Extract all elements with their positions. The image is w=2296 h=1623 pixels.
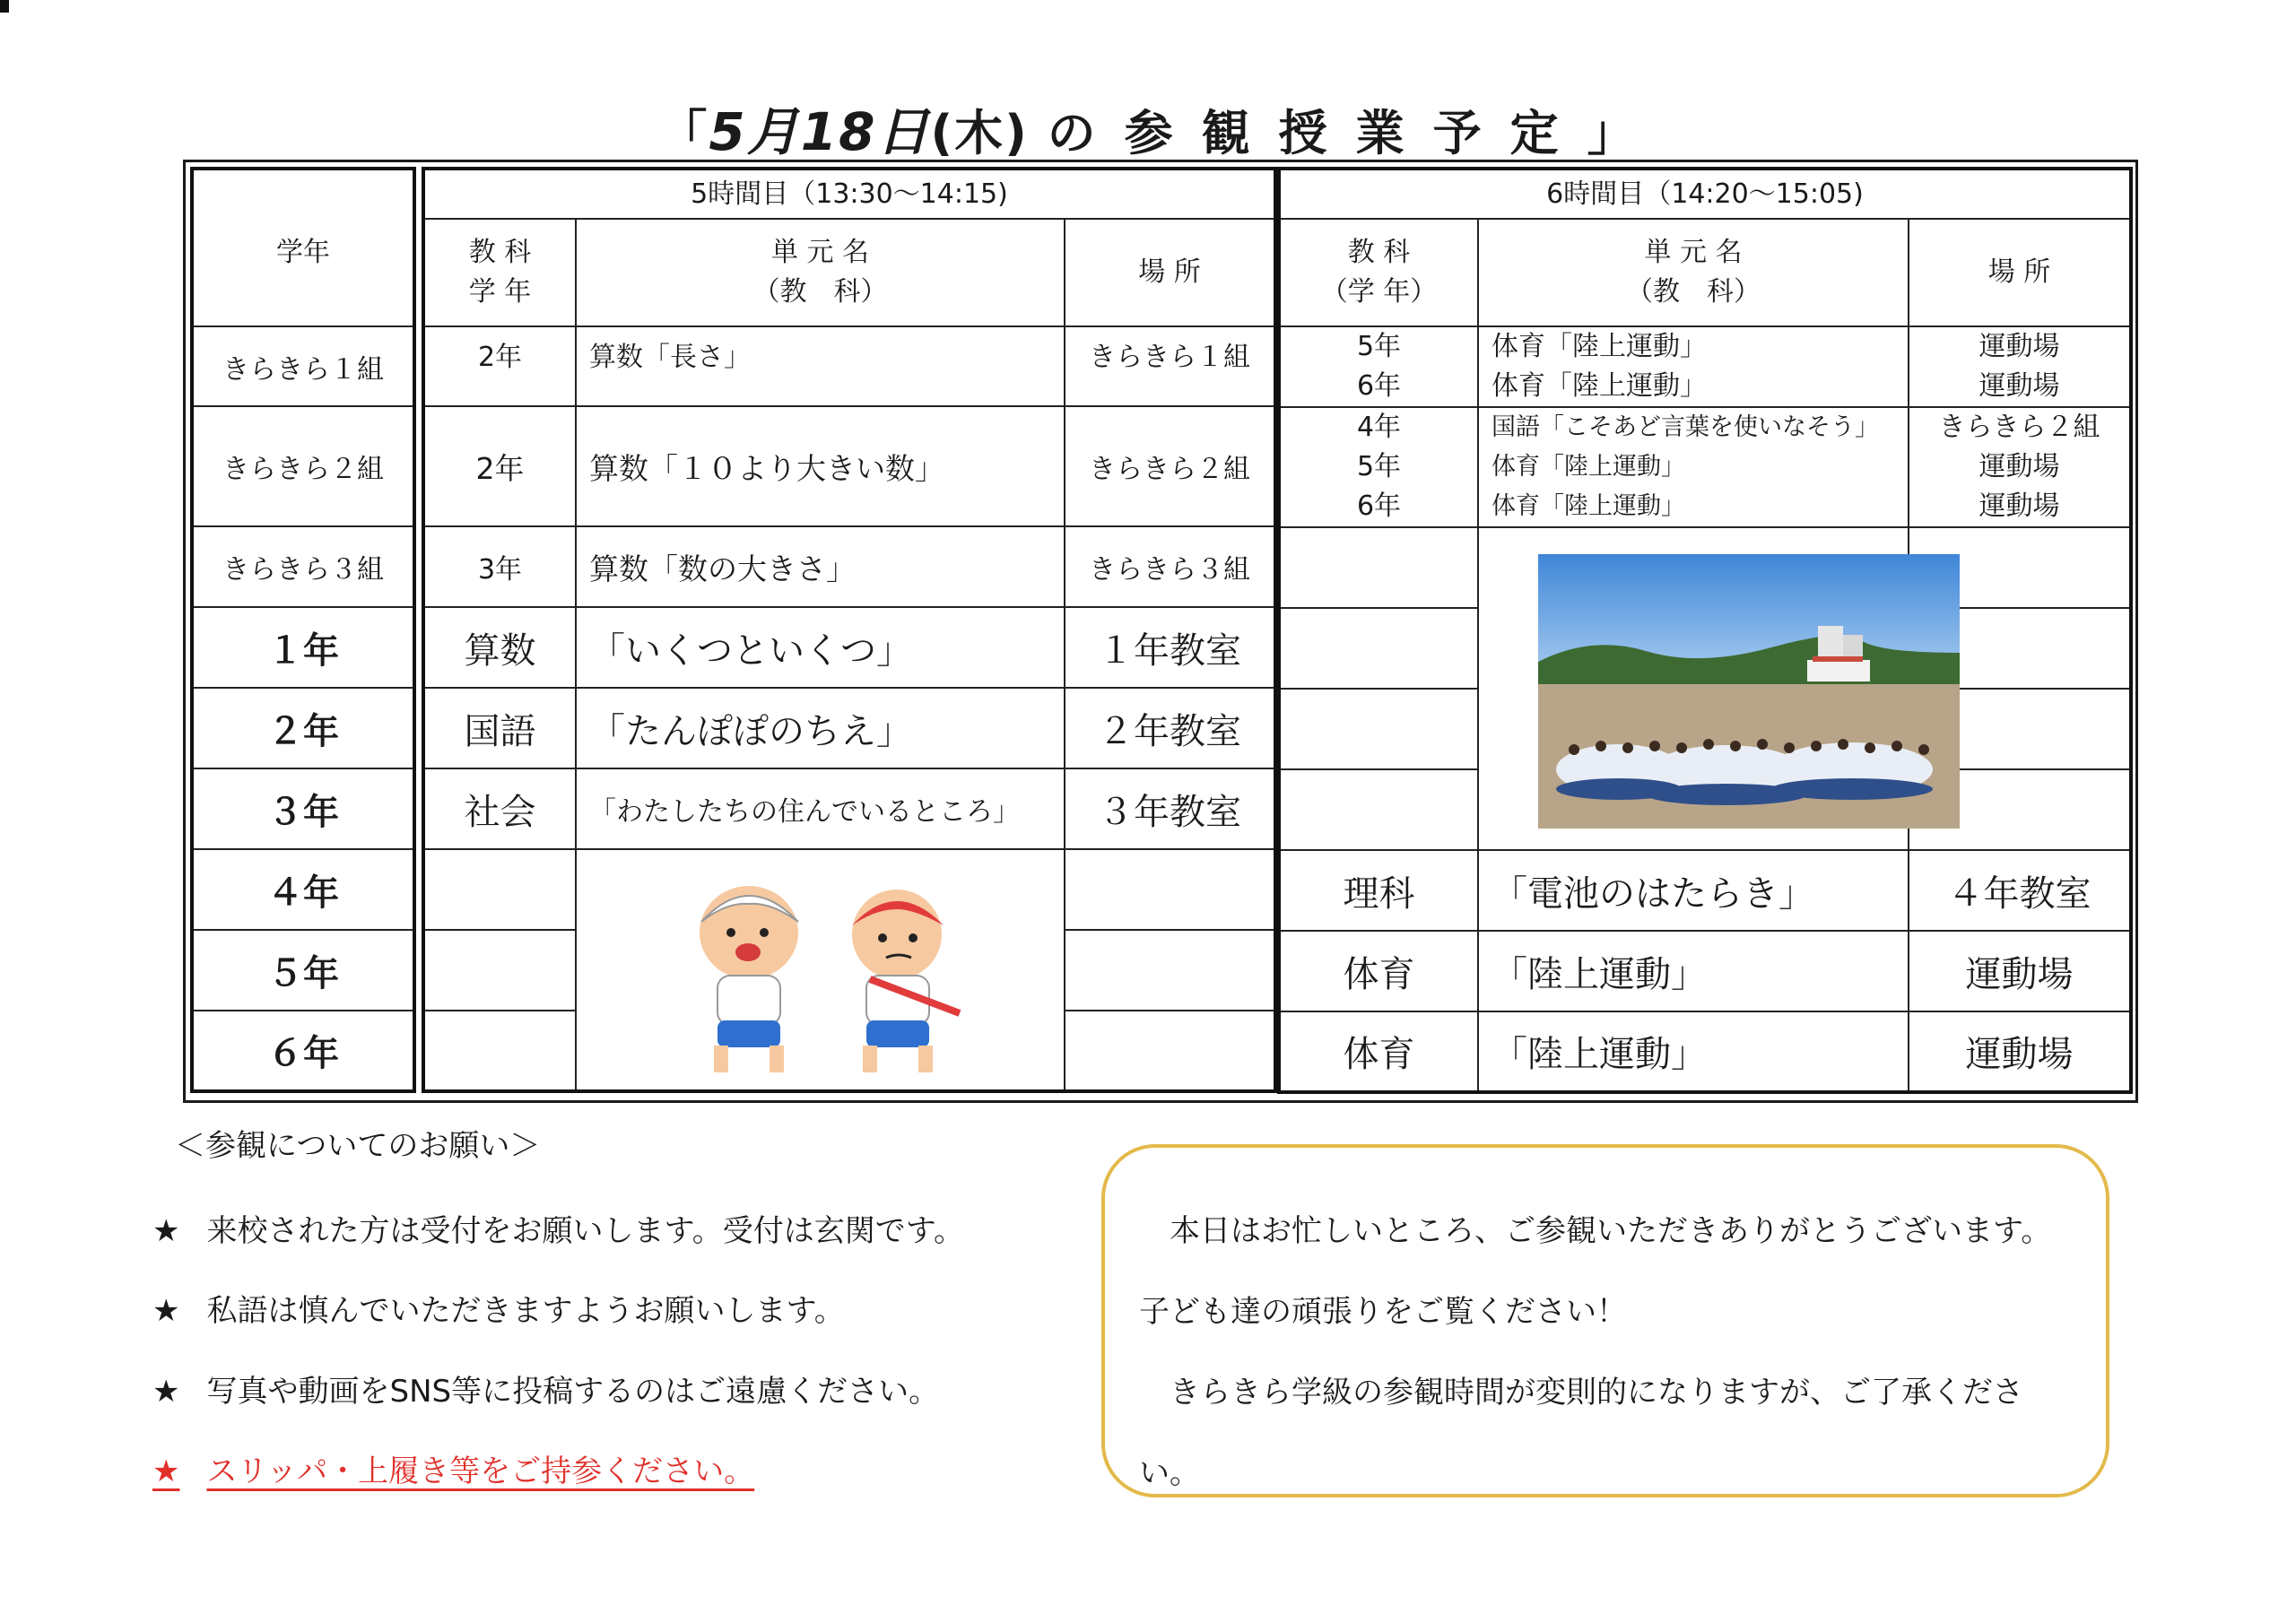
p6-subject-cell: 4年 5年 6年 bbox=[1279, 407, 1478, 527]
sports-field-photo bbox=[1538, 554, 1960, 829]
p6-place-cell: 運動場 bbox=[1909, 1011, 2131, 1092]
p5-unit-cell: 算数「１０より大きい数」 bbox=[576, 406, 1065, 526]
grade-kirakira1: きらきら１組 bbox=[192, 326, 414, 406]
p5-unit-cell: 算数「数の大きさ」 bbox=[576, 526, 1065, 607]
p5-subject-cell: 2年 bbox=[423, 406, 576, 526]
p6-unit-cell: 「陸上運動」 bbox=[1478, 1011, 1909, 1092]
period6-title: 6時間目（14:20～15:05) bbox=[1279, 169, 2131, 219]
star-icon: ★ bbox=[152, 1374, 180, 1410]
p5-unit-cell: 「いくつといくつ」 bbox=[576, 607, 1065, 688]
grade-kirakira2: きらきら２組 bbox=[192, 406, 414, 526]
p6-unit-cell: 国語「こそあど言葉を使いなそう」 体育「陸上運動」 体育「陸上運動」 bbox=[1478, 407, 1909, 527]
notice-item: ★ 来校された方は受付をお願いします。受付は玄関です。 bbox=[152, 1213, 965, 1249]
p6-subject-cell: 体育 bbox=[1279, 931, 1478, 1011]
grade-6: ６年 bbox=[192, 1011, 414, 1091]
p6-place-cell: 運動場 運動場 bbox=[1909, 326, 2131, 407]
p6-subject-cell: 5年 6年 bbox=[1279, 326, 1478, 407]
notice-item: ★ 写真や動画をSNS等に投稿するのはご遠慮ください。 bbox=[152, 1374, 940, 1410]
p5-place-cell: きらきら１組 bbox=[1065, 326, 1275, 406]
notice-item-highlight: ★ スリッパ・上履き等をご持参ください。 bbox=[152, 1454, 755, 1489]
p5-unit-cell: 算数「長さ」 bbox=[576, 326, 1065, 406]
message-line: い。 bbox=[1139, 1455, 1200, 1491]
p5-place-cell: １年教室 bbox=[1065, 607, 1275, 688]
grade-column bbox=[190, 167, 416, 1093]
p6-place-cell: きらきら２組 運動場 運動場 bbox=[1909, 407, 2131, 527]
title-text: の参観授業予定 bbox=[1047, 105, 1587, 161]
p5-place-cell: ３年教室 bbox=[1065, 768, 1275, 849]
message-line: 子ども達の頑張りをご覧ください！ bbox=[1139, 1294, 1627, 1330]
notice-title: ＜参観についてのお願い＞ bbox=[175, 1128, 541, 1164]
grade-1: １年 bbox=[192, 607, 414, 688]
star-icon: ★ bbox=[152, 1454, 180, 1489]
scan-corner-mark bbox=[0, 0, 9, 13]
p6-subject-cell: 理科 bbox=[1279, 850, 1478, 931]
p5-place-cell: ２年教室 bbox=[1065, 688, 1275, 768]
p5-place-cell: きらきら３組 bbox=[1065, 526, 1275, 607]
p5-place-cell: きらきら２組 bbox=[1065, 406, 1275, 526]
p6-place-cell: ４年教室 bbox=[1909, 850, 2131, 931]
star-icon: ★ bbox=[152, 1213, 180, 1249]
message-line: 本日はお忙しいところ、ご参観いただきありがとうございます。 bbox=[1170, 1213, 2052, 1249]
title-date: 5月18日 bbox=[709, 101, 931, 162]
period5-title: 5時間目（13:30～14:15) bbox=[423, 169, 1275, 219]
grade-kirakira3: きらきら３組 bbox=[192, 526, 414, 607]
p6-subject-header: 教 科 （学 年） bbox=[1279, 219, 1478, 326]
p5-subject-cell: 社会 bbox=[423, 768, 576, 849]
p5-unit-cell: 「たんぽぽのちえ」 bbox=[576, 688, 1065, 768]
message-line: きらきら学級の参観時間が変則的になりますが、ご了承くださ bbox=[1170, 1375, 2023, 1410]
p6-place-cell: 運動場 bbox=[1909, 931, 2131, 1011]
grade-header: 学年 bbox=[192, 169, 414, 326]
p6-subject-cell: 体育 bbox=[1279, 1011, 1478, 1092]
p6-unit-header: 単 元 名 （教 科） bbox=[1478, 219, 1909, 326]
p5-subject-cell: 3年 bbox=[423, 526, 576, 607]
p6-unit-cell: 「陸上運動」 bbox=[1478, 931, 1909, 1011]
grade-2: ２年 bbox=[192, 688, 414, 768]
star-icon: ★ bbox=[152, 1293, 180, 1329]
greeting-message-box bbox=[1101, 1144, 2109, 1497]
grade-3: ３年 bbox=[192, 768, 414, 849]
p5-subject-cell: 算数 bbox=[423, 607, 576, 688]
page-title: 「5月18日(木) の参観授業予定」 bbox=[658, 101, 1638, 162]
p5-place-header: 場 所 bbox=[1065, 219, 1275, 326]
p5-subject-cell: 2年 bbox=[423, 326, 576, 406]
p5-unit-cell: 「わたしたちの住んでいるところ」 bbox=[576, 768, 1065, 849]
p5-subject-cell: 国語 bbox=[423, 688, 576, 768]
notice-item: ★ 私語は慎んでいただきますようお願いします。 bbox=[152, 1293, 845, 1329]
p6-unit-cell: 体育「陸上運動」 体育「陸上運動」 bbox=[1478, 326, 1909, 407]
p5-unit-header: 単 元 名 （教 科） bbox=[576, 219, 1065, 326]
grade-4: ４年 bbox=[192, 849, 414, 930]
p5-subject-header: 教 科 学 年 bbox=[423, 219, 576, 326]
running-kids-illustration bbox=[664, 870, 1004, 1085]
p6-place-header: 場 所 bbox=[1909, 219, 2131, 326]
p6-unit-cell: 「電池のはたらき」 bbox=[1478, 850, 1909, 931]
grade-5: ５年 bbox=[192, 930, 414, 1011]
